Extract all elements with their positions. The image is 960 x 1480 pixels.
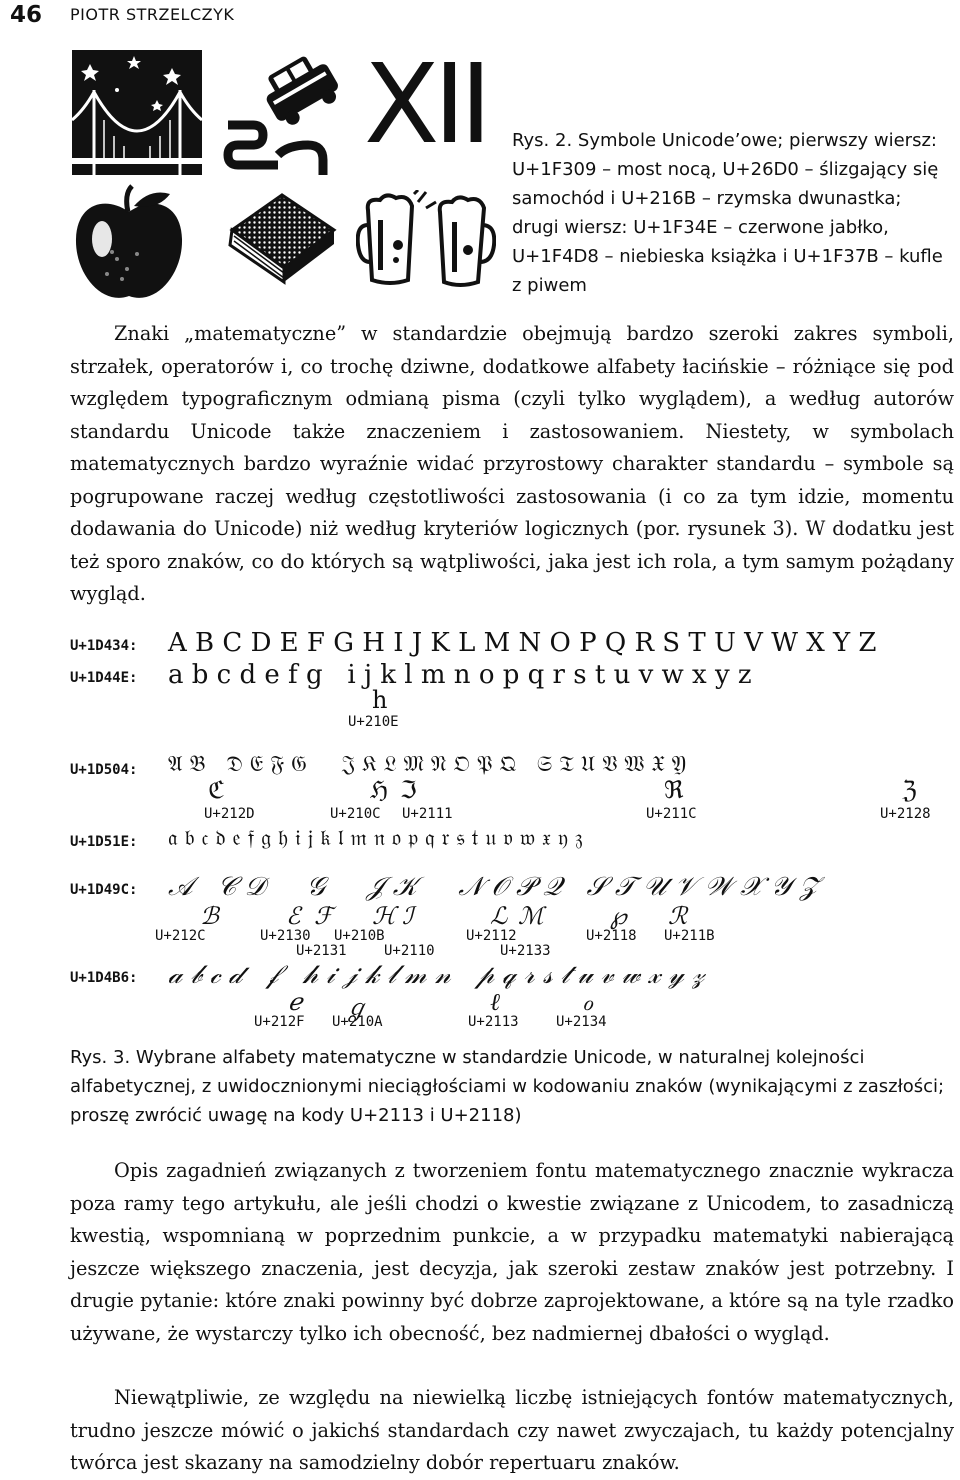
row-letters-italic-lower: a b c d e f g i j k l m n o p q r s t u v w x y z bbox=[168, 660, 752, 690]
paragraph-3 bbox=[70, 1382, 954, 1480]
row-code-italic-lower: U+1D44E: bbox=[70, 670, 138, 686]
night-bridge-icon bbox=[72, 50, 202, 175]
exception-code-R-frak: U+211C bbox=[646, 806, 697, 822]
skidding-car-icon bbox=[218, 50, 348, 175]
page-number: 46 bbox=[10, 2, 43, 28]
roman-twelve-icon: XII bbox=[364, 40, 487, 168]
row-letters-script-upper: 𝒜 𝒞 𝒟 𝒢 𝒥 𝒦 𝒩 𝒪 𝒫 𝒬 𝒮 𝒯 𝒰 𝒱 𝒲 𝒳 𝒴 𝒵 bbox=[168, 872, 820, 902]
exception-code-e-scr: U+212F bbox=[254, 1014, 305, 1030]
paragraph-1-text: Znaki „matematyczne” w standardzie obejmują bardzo szeroki zakres symboli, strzałek, operatorów i, co trochę dziwne, dodatkowe alfabety łacińskie – różniące się pod względem typograficznym odmianą pisma (czyli tylko wyglądem), a według autorów standardu Unicode także znaczeniem i zastosowaniem. Niestety, w symbolach matematycznych bardzo wyraźnie widać przyrostowy charakter standardu – symbole są pogrupowane raczej według częstotliwości zastosowania (i co za tym idzie, momentu dodawania do Unicode) niż według kryteriów logicznych (por. rysunek 3). W dodatku jest też sporo znaków, co do których są wątpliwości, jaka jest ich rola, a tym samym pożądany wygląd. bbox=[70, 322, 954, 605]
exception-letter-I-frak: ℑ bbox=[400, 776, 417, 804]
exception-code-R-scr: U+211B bbox=[664, 928, 715, 944]
exception-code-F-scr: U+2131 bbox=[296, 943, 347, 959]
exception-letter-P-scr: ℘ bbox=[610, 902, 627, 930]
row-code-fraktur-upper: U+1D504: bbox=[70, 762, 138, 778]
exception-letter-B-scr: ℬ bbox=[200, 902, 219, 930]
red-apple-icon bbox=[72, 184, 187, 306]
exception-code-H-scr: U+210B bbox=[334, 928, 385, 944]
exception-code-h: U+210E bbox=[348, 714, 399, 730]
paragraph-2 bbox=[70, 1155, 954, 1350]
row-code-script-lower: U+1D4B6: bbox=[70, 970, 138, 986]
exception-code-B-scr: U+212C bbox=[155, 928, 206, 944]
blue-book-icon bbox=[222, 190, 340, 285]
exception-code-M-scr: U+2133 bbox=[500, 943, 551, 959]
exception-letter-E-scr: ℰ bbox=[286, 902, 301, 930]
exception-letter-C-frak: ℭ bbox=[208, 776, 225, 804]
exception-letter-h: h bbox=[372, 686, 388, 714]
exception-letter-H-frak: ℌ bbox=[370, 776, 389, 804]
exception-letter-R-scr: ℛ bbox=[668, 902, 688, 930]
row-code-italic-upper: U+1D434: bbox=[70, 638, 138, 654]
exception-code-g-scr: U+210A bbox=[332, 1014, 383, 1030]
exception-letter-g-scr: ℊ bbox=[344, 994, 368, 1022]
exception-code-P-scr: U+2118 bbox=[586, 928, 637, 944]
exception-code-I-frak: U+2111 bbox=[402, 806, 453, 822]
exception-code-E-scr: U+2130 bbox=[260, 928, 311, 944]
row-letters-italic-upper: A B C D E F G H I J K L M N O P Q R S T U V W X Y Z bbox=[168, 628, 877, 658]
page-header bbox=[0, 0, 960, 40]
exception-letter-o-scr: ℴ bbox=[582, 988, 594, 1016]
figure3-caption: Rys. 3. Wybrane alfabety matematyczne w standardzie Unicode, w naturalnej kolejności alfabetycznej, z uwidocznionymi nieciągłościami w kodowaniu znaków (wynikającymi z zaszłości; proszę zwrócić uwagę na kody U+2113 i U+2118) bbox=[70, 1047, 945, 1126]
exception-letter-H-scr: ℋ bbox=[372, 902, 396, 930]
exception-code-C-frak: U+212D bbox=[204, 806, 255, 822]
exception-code-o-scr: U+2134 bbox=[556, 1014, 607, 1030]
row-letters-fraktur-upper: 𝔄 𝔅 𝔇 𝔈 𝔉 𝔊 𝔍 𝔎 𝔏 𝔐 𝔑 𝔒 𝔓 𝔔 𝔖 𝔗 𝔘 𝔙 𝔚 𝔛 𝔜 bbox=[168, 752, 687, 777]
exception-letter-M-scr: ℳ bbox=[518, 902, 544, 930]
running-head-author: PIOTR STRZELCZYK bbox=[70, 5, 235, 24]
paragraph-3-text: Niewątpliwie, ze względu na niewielką liczbę istniejących fontów matematycznych, trudno jeszcze mówić o jakichś standardach czy nawet zwyczajach, tu każdy potencjalny twórca jest skazany na samodzielny dobór repertuaru znaków. bbox=[70, 1386, 954, 1474]
exception-letter-Z-frak: ℨ bbox=[902, 776, 917, 804]
exception-letter-l-scr: ℓ bbox=[490, 988, 500, 1016]
exception-code-Z-frak: U+2128 bbox=[880, 806, 931, 822]
paragraph-1 bbox=[70, 318, 954, 611]
exception-letter-I-scr: ℐ bbox=[402, 902, 414, 930]
exception-letter-F-scr: ℱ bbox=[314, 902, 333, 930]
beer-mugs-icon bbox=[356, 190, 496, 290]
exception-letter-L-scr: ℒ bbox=[490, 902, 508, 930]
row-letters-script-lower: 𝒶 𝒷 𝒸 𝒹 𝒻 𝒽 𝒾 𝒿 𝓀 𝓁 𝓂 𝓃 𝓅 𝓆 𝓇 𝓈 𝓉 𝓊 𝓋 𝓌 𝓍 𝓎 𝓏 bbox=[168, 960, 705, 990]
exception-code-I-scr: U+2110 bbox=[384, 943, 435, 959]
exception-code-H-frak: U+210C bbox=[330, 806, 381, 822]
row-code-fraktur-lower: U+1D51E: bbox=[70, 834, 138, 850]
row-letters-fraktur-lower: 𝔞 𝔟 𝔠 𝔡 𝔢 𝔣 𝔤 𝔥 𝔦 𝔧 𝔨 𝔩 𝔪 𝔫 𝔬 𝔭 𝔮 𝔯 𝔰 𝔱 𝔲 𝔳 𝔴 𝔵 𝔶 𝔷 bbox=[168, 826, 583, 851]
paragraph-2-text: Opis zagadnień związanych z tworzeniem fontu matematycznego znacznie wykracza poza ramy tego artykułu, ale jeśli chodzi o kwestie związane z Unicodem, to zasadniczą kwestią, wspomnianą w poprzednim punkcie, a w przypadku matematyki nabierającą jeszcze większego znaczenia, jest decyzja, jak szeroki zestaw znaków jest potrzebny. I drugie pytanie: które znaki powinny być dobrze zaprojektowane, a które są na tyle rzadko używane, że wystarczy tylko ich obecność, bez nadmiernej dbałości o wygląd. bbox=[70, 1159, 954, 1345]
row-code-script-upper: U+1D49C: bbox=[70, 882, 138, 898]
exception-code-L-scr: U+2112 bbox=[466, 928, 517, 944]
exception-code-l-scr: U+2113 bbox=[468, 1014, 519, 1030]
exception-letter-R-frak: ℜ bbox=[664, 776, 684, 804]
figure2-caption: Rys. 2. Symbole Unicode’owe; pierwszy wiersz: U+1F309 – most nocą, U+26D0 – ślizgający się samochód i U+216B – rzymska dwunastka; drugi wiersz: U+1F34E – czerwone jabłko, U+1F4D8 – niebieska książka i U+1F37B – kufle z piwem bbox=[512, 130, 943, 296]
exception-letter-e-scr: ℯ bbox=[288, 988, 303, 1016]
